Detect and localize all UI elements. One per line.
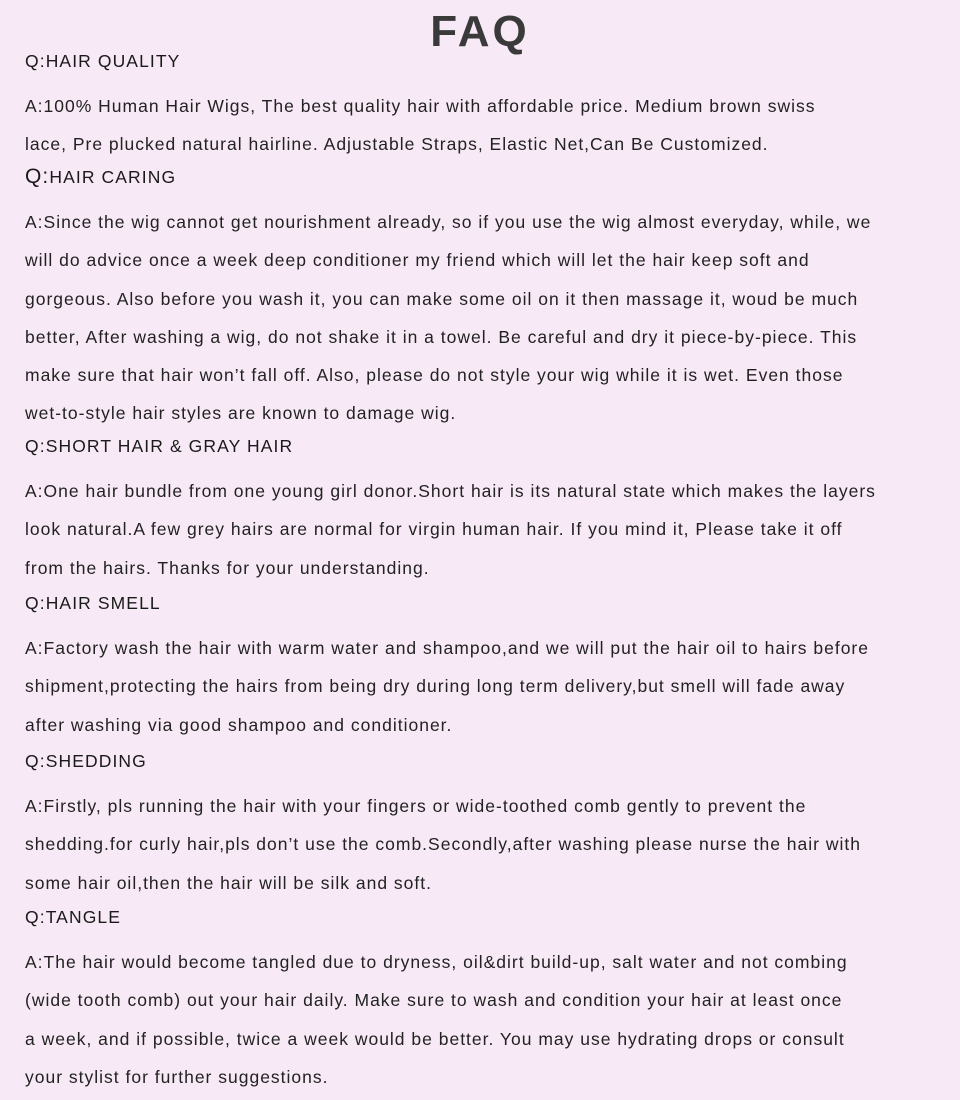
answer-line: A:Factory wash the hair with warm water and shampoo,and we will put the hair oil to hairs before — [25, 638, 869, 658]
answer-line: after washing via good shampoo and conditioner. — [25, 714, 453, 735]
answer-line: from the hairs. Thanks for your understanding. — [25, 557, 430, 578]
answer-line: wet-to-style hair styles are known to damage wig. — [25, 403, 457, 424]
page-title: FAQ — [430, 7, 530, 56]
answer-line: will do advice once a week deep conditioner my friend which will let the hair keep soft and — [25, 250, 810, 271]
answer-line: A:Firstly, pls running the hair with your fingers or wide-toothed comb gently to prevent the — [25, 796, 807, 816]
faq-item-tangle — [25, 906, 940, 1096]
question — [25, 906, 940, 928]
answer — [25, 787, 940, 902]
answer-line: lace, Pre plucked natural hairline. Adjustable Straps, Elastic Net,Can Be Customized. — [25, 134, 769, 155]
answer-line: some hair oil,then the hair will be silk and soft. — [25, 872, 432, 893]
answer-line: a week, and if possible, twice a week would be better. You may use hydrating drops or consult — [25, 1028, 845, 1049]
question-text: HAIR CARING — [49, 167, 177, 187]
answer-line: A:One hair bundle from one young girl donor.Short hair is its natural state which makes the layers — [25, 481, 876, 501]
question-prefix: Q: — [25, 51, 46, 71]
question-text: HAIR QUALITY — [45, 51, 181, 71]
answer-line: A:100% Human Hair Wigs, The best quality hair with affordable price. Medium brown swiss — [25, 96, 816, 116]
question — [25, 592, 940, 614]
answer-line: better, After washing a wig, do not shake it in a towel. Be careful and dry it piece-by-piece. This — [25, 326, 858, 347]
question-prefix: Q: — [25, 165, 50, 188]
question-text: SHORT HAIR & GRAY HAIR — [45, 436, 294, 456]
question-prefix: Q: — [25, 907, 46, 927]
answer — [25, 629, 940, 744]
answer-line: gorgeous. Also before you wash it, you can make some oil on it then massage it, woud be much — [25, 288, 859, 309]
answer — [25, 472, 940, 587]
faq-item-hair-caring — [25, 166, 940, 433]
answer — [25, 87, 940, 164]
answer-line: your stylist for further suggestions. — [25, 1066, 329, 1087]
answer-line: A:The hair would become tangled due to dryness, oil&dirt build-up, salt water and not combing — [25, 952, 848, 972]
faq-item-short-hair-gray-hair — [25, 435, 940, 587]
faq-item-hair-smell — [25, 592, 940, 744]
answer — [25, 943, 940, 1096]
answer-line: shipment,protecting the hairs from being dry during long term delivery,but smell will fade away — [25, 676, 846, 697]
question — [25, 166, 940, 188]
question-prefix: Q: — [25, 436, 46, 456]
answer-line: (wide tooth comb) out your hair daily. Make sure to wash and condition your hair at least once — [25, 990, 843, 1011]
question-prefix: Q: — [25, 593, 46, 613]
question-text: SHEDDING — [45, 751, 147, 771]
answer-line: make sure that hair won’t fall off. Also, please do not style your wig while it is wet. Even those — [25, 365, 844, 386]
question-text: TANGLE — [45, 907, 122, 927]
question-prefix: Q: — [25, 751, 46, 771]
answer-line: A:Since the wig cannot get nourishment already, so if you use the wig almost everyday, while, we — [25, 212, 872, 232]
answer — [25, 203, 940, 433]
question — [25, 50, 940, 72]
faq-item-shedding — [25, 750, 940, 902]
answer-line: shedding.for curly hair,pls don’t use the comb.Secondly,after washing please nurse the hair with — [25, 834, 861, 855]
faq-item-hair-quality — [25, 50, 940, 164]
question-text: HAIR SMELL — [45, 593, 161, 613]
question — [25, 435, 940, 457]
answer-line: look natural.A few grey hairs are normal for virgin human hair. If you mind it, Please take it off — [25, 519, 843, 540]
question — [25, 750, 940, 772]
